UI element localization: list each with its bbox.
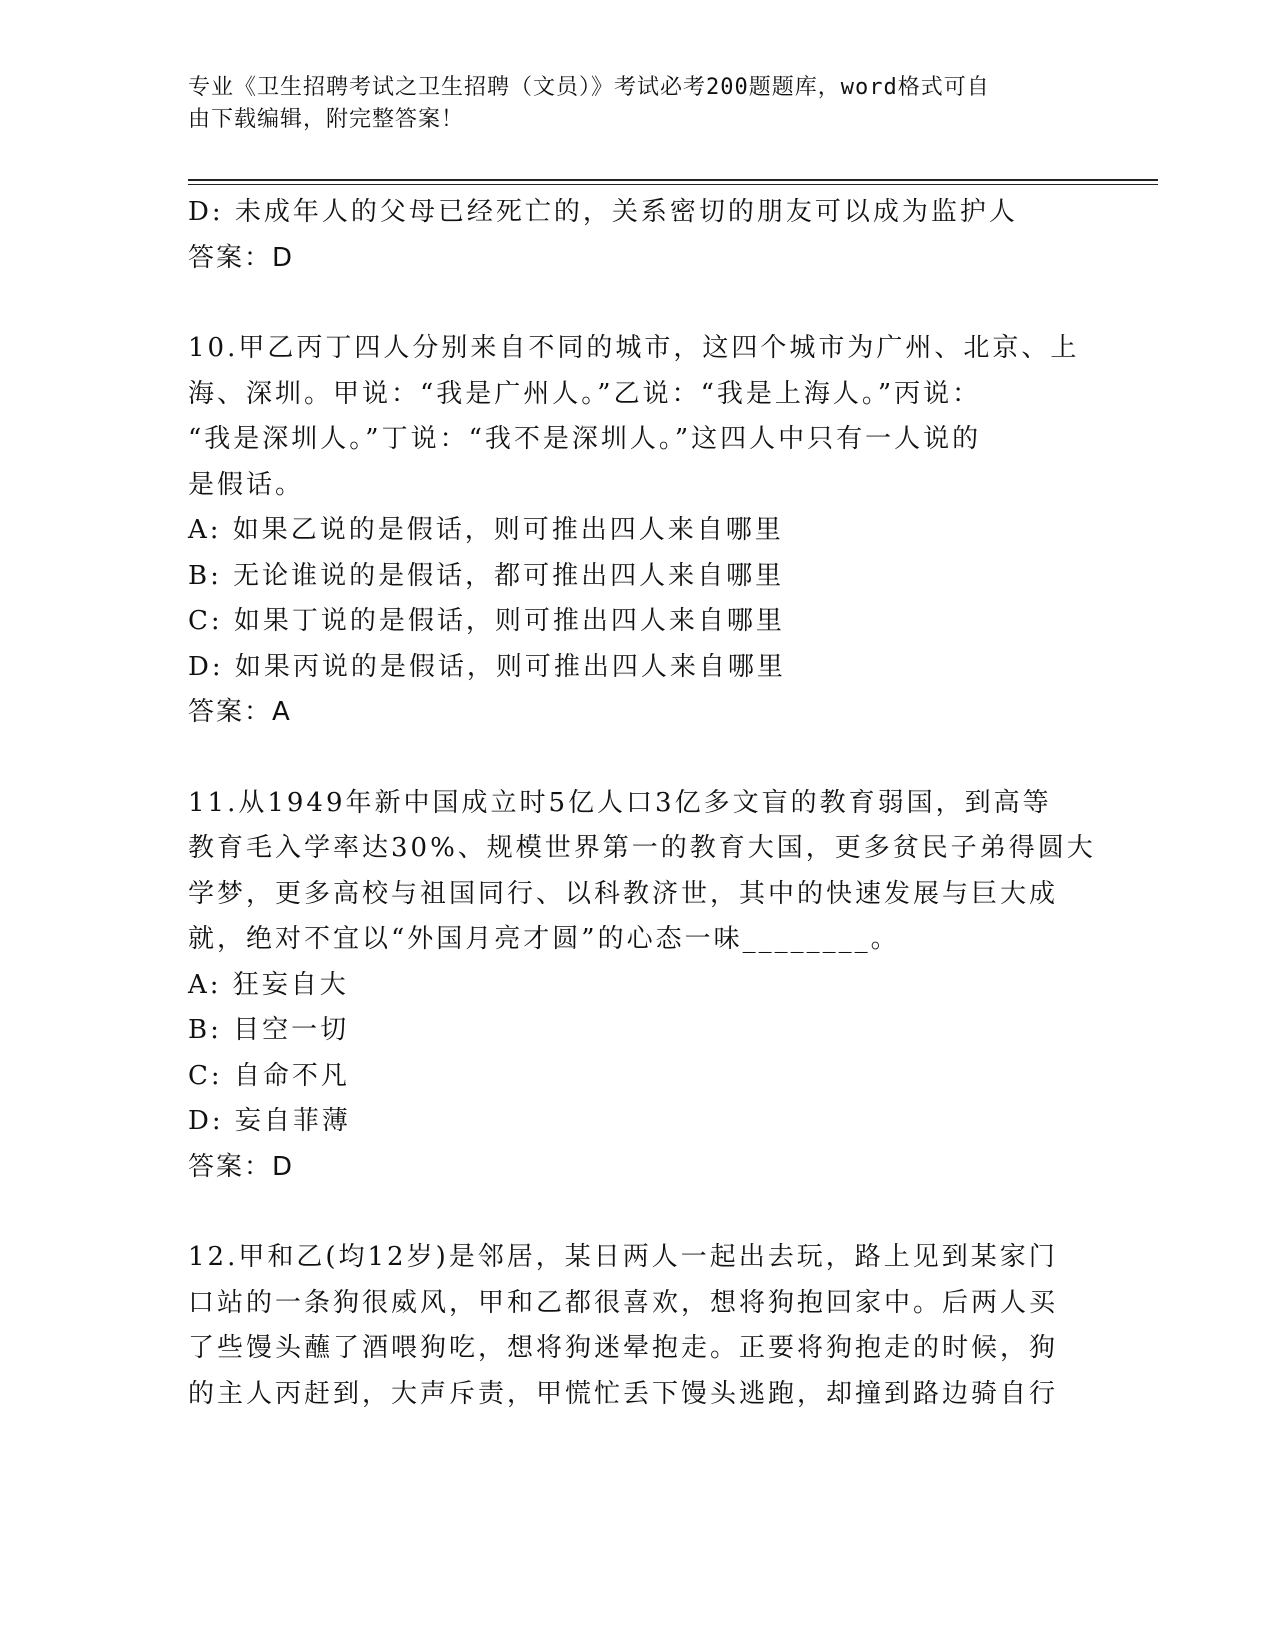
spacer: [188, 736, 1088, 781]
header-divider-thin: [188, 184, 1158, 185]
question-stem-line: 10.甲乙丙丁四人分别来自不同的城市，这四个城市为广州、北京、上: [188, 333, 1080, 363]
question-12: [188, 1235, 1088, 1417]
document-body: [188, 190, 1096, 1417]
question-stem-line: 11.从1949年新中国成立时5亿人口3亿多文盲的教育弱国，到高等: [188, 787, 1052, 818]
option-a: A: 如果乙说的是假话，则可推出四人来自哪里: [188, 515, 784, 545]
header-line-2: 由下载编辑，附完整答案！: [188, 107, 465, 132]
option-c: C: 如果丁说的是假话，则可推出四人来自哪里: [188, 606, 785, 636]
question-stem-line: 就，绝对不宜以“外国月亮才圆”的心态一味________。: [188, 924, 900, 954]
spacer: [188, 281, 1088, 326]
option-d: D: 未成年人的父母已经死亡的，关系密切的朋友可以成为监护人: [188, 197, 1018, 227]
question-stem-line: 学梦，更多高校与祖国同行、以科教济世，其中的快速发展与巨大成: [188, 878, 1059, 909]
document-header: [188, 72, 1068, 136]
header-line-1: 专业《卫生招聘考试之卫生招聘（文员）》考试必考200题题库，word格式可自: [188, 75, 990, 100]
question-stem-line: 12.甲和乙(均12岁)是邻居，某日两人一起出去玩，路上见到某家门: [188, 1242, 1058, 1272]
header-divider-thick: [188, 179, 1158, 181]
answer-line: 答案：A: [188, 697, 292, 727]
option-d: D: 如果丙说的是假话，则可推出四人来自哪里: [188, 651, 786, 682]
question-stem-line: “我是深圳人。”丁说：“我不是深圳人。”这四人中只有一人说的: [188, 424, 982, 454]
question-stem-line: 口站的一条狗很威风，甲和乙都很喜欢，想将狗抱回家中。后两人买: [188, 1287, 1059, 1318]
option-d: D: 妄自菲薄: [188, 1106, 351, 1136]
option-b: B: 无论谁说的是假话，都可推出四人来自哪里: [188, 560, 785, 591]
question-stem-line: 的主人丙赶到，大声斥责，甲慌忙丢下馒头逃跑，却撞到路边骑自行: [188, 1378, 1059, 1409]
option-a: A: 狂妄自大: [188, 969, 349, 1000]
question-stem-line: 了些馒头蘸了酒喂狗吃，想将狗迷晕抱走。正要将狗抱走的时候，狗: [188, 1333, 1059, 1363]
option-c: C: 自命不凡: [188, 1060, 350, 1091]
answer-line: 答案：D: [188, 242, 295, 273]
spacer: [188, 1190, 1088, 1235]
option-b: B: 目空一切: [188, 1015, 350, 1045]
question-stem-line: 教育毛入学率达30%、规模世界第一的教育大国，更多贫民子弟得圆大: [188, 833, 1096, 863]
question-11: [188, 781, 1096, 1191]
question-stem-line: 是假话。: [188, 469, 305, 500]
answer-line: 答案：D: [188, 1151, 295, 1182]
question-10: [188, 326, 1088, 736]
question-stem-line: 海、深圳。甲说：“我是广州人。”乙说：“我是上海人。”丙说：: [188, 378, 982, 409]
question-9-tail: [188, 190, 1088, 281]
